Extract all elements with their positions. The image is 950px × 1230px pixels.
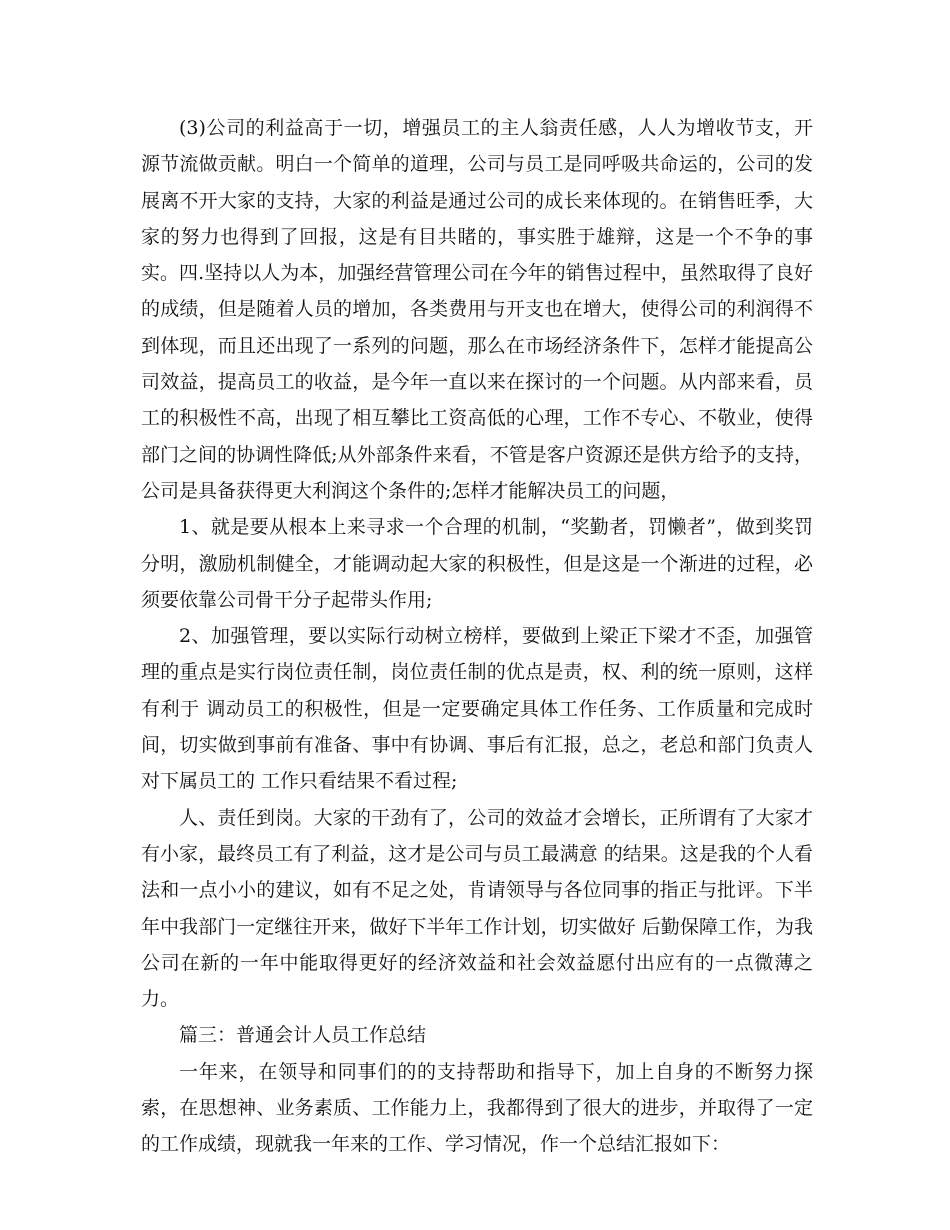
section-heading: 篇三：普通会计人员工作总结 <box>179 1024 427 1047</box>
paragraph-company-interest: (3)公司的利益高于一切，增强员工的主人翁责任感，人人为增收节支，开源节流做贡献。明白一个简单的道理，公司与员工是同呼吸共命运的，公司的发展离不开大家的支持，大家的利益是通过公司的成长来体现的。在销售旺季，大家的努力也得到了回报，这是有目共睹的，事实胜于雄辩，这是一个不争的事实。四.坚持以人为本，加强经营管理公司在今年的销售过程中，虽然取得了良好的成绩，但是随着人员的增加，各类费用与开支也在增大，使得公司的利润得不到体现，而且还出现了一系列的问题，那么在市场经济条件下，怎样才能提高公司效益，提高员工的收益，是今年一直以来在探讨的一个问题。从内部来看，员工的积极性不高，出现了相互攀比工资高低的心理，工作不专心、不敬业，使得部门之间的协调性降低;从外部条件来看，不管是客户资源还是供方给予的支持，公司是具备获得更大利润这个条件的;怎样才能解决员工的问题， <box>141 117 813 502</box>
document-body <box>141 110 813 1163</box>
paragraph-intro: 一年来，在领导和同事们的的支持帮助和指导下，加上自身的不断努力探索，在思想神、业务素质、工作能力上，我都得到了很大的进步，并取得了一定的工作成绩，现就我一年来的工作、学习情况，作一个总结汇报如下： <box>141 1060 813 1156</box>
paragraph-responsibility: 人、责任到岗。大家的干劲有了，公司的效益才会增长，正所谓有了大家才有小家，最终员工有了利益，这才是公司与员工最满意 的结果。这是我的个人看法和一点小小的建议，如有不足之处，肯请领导与各位同事的指正与批评。下半年中我部门一定继往开来，做好下半年工作计划，切实做好 后勤保障工作，为我公司在新的一年中能取得更好的经济效益和社会效益愿付出应有的一点微薄之力。 <box>141 806 813 1011</box>
paragraph-point-1: 1、就是要从根本上来寻求一个合理的机制，“奖勤者，罚懒者”，做到奖罚分明，激励机制健全，才能调动起大家的积极性，但是这是一个渐进的过程，必须要依靠公司骨干分子起带头作用; <box>141 516 813 611</box>
paragraph-point-2: 2、加强管理，要以实际行动树立榜样，要做到上梁正下梁才不歪，加强管理的重点是实行岗位责任制，岗位责任制的优点是责，权、利的统一原则，这样有利于 调动员工的积极性，但是一定要确定具体工作任务、工作质量和完成时间，切实做到事前有准备、事中有协调、事后有汇报，总之，老总和部门负责人对下属员工的 工作只看结果不看过程; <box>141 625 813 793</box>
